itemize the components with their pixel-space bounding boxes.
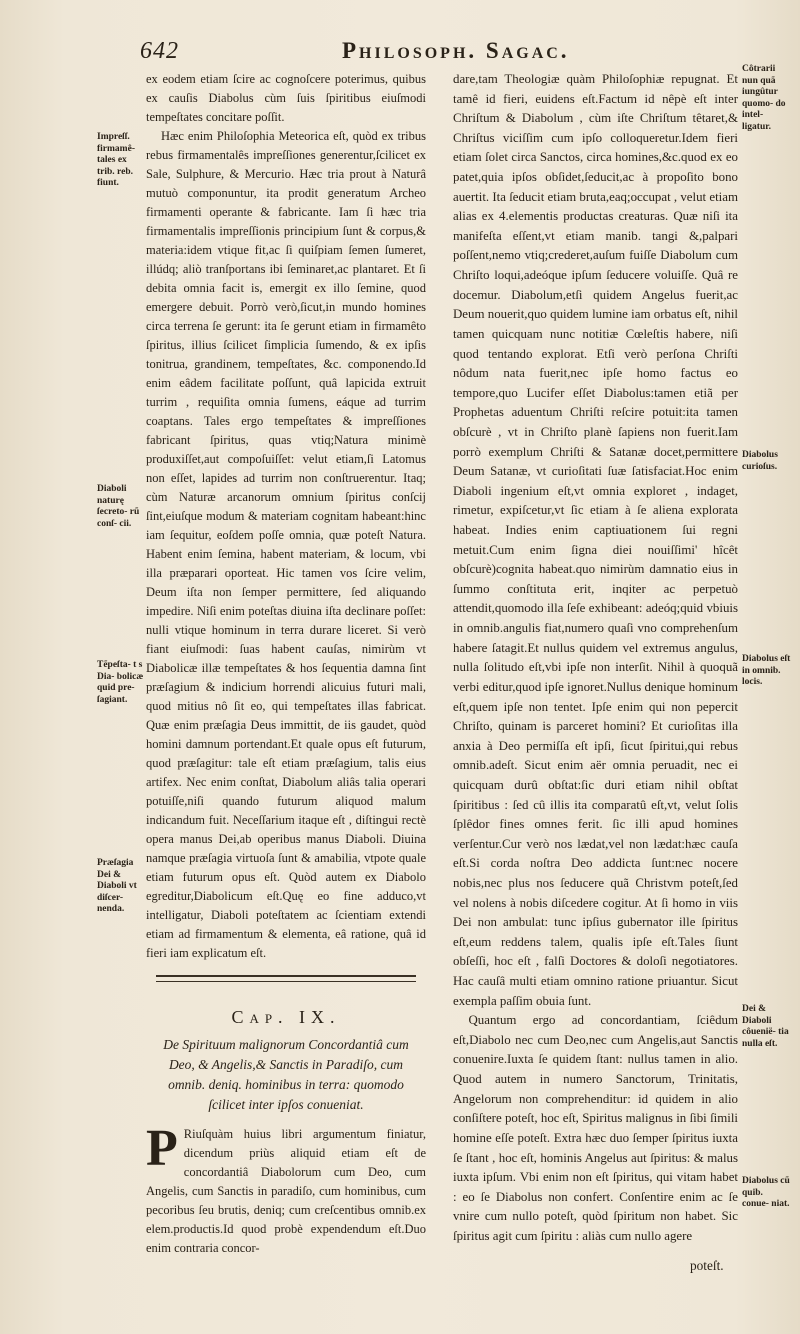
margin-note-right-5: Diabolus cũ quib. conue- niat. [742, 1176, 790, 1209]
page-number: 642 [140, 38, 179, 64]
paragraph [146, 1120, 426, 1258]
margin-note-right-2: Diabolus curioſus. [742, 450, 778, 472]
right-column [453, 70, 738, 1247]
paragraph: Hæc enim Philoſophia Meteorica eſt, quòd ex tribus rebus firmamentalês impreſſiones generentur,ſcilicet ex Sale, Sulphure, & Mercurio. Hæc tria prout à Naturâ mutuò componuntur, ita prodit generatum Archeo firmamenti operante & fabricante. Iam ſi hæc tria firmamentalis impreſſionis principium ſunt & corpus,& materia:idem vtique fit,ac ſi quiſpiam ſemen ſumeret, illúdq; aliò tranſportans ibi ſeminaret,ac plantaret. Et ſi debita omnia facit is, emergit ex illo ſemine, quod emergere debuit. Porrò verò,ſicut,in mundo homines circa terrena ſe gerunt: ita ſe gerunt etiam in firmamêto ſpiritus, illius ſcilicet ſimplicia ſumendo, & ex ipſis tonitrua, grandinem, tempeſtates, &c. componendo.Id enim eâdem facilitate poſſunt, quâ lapicida extruit turrim , requiſita omnia ſumens, eáque ad turrim coaptans. Tales ergo tempeſtates & impreſſiones fabricant ſpiritus, quas vtiq;Natura minimè produxiſſet,aut compoſuiſſet: velut etiam,ſi Latomus non eſſet, lapides ad turrim non conſtruerentur. Itaq; cùm Naturæ arcanorum omnium ſpiritus conſcij ſint,eiuſque modum & materiam cognitam habeant:hinc iam ſequitur, eoſdem poſſe omnia, quæ poteſt Natura. Habent enim ſemina, habent materiam, & locum, vbi illa præparari oporteat. Hic tamen vos ſcire velim, Deum iſta non ſemper permittere, ſed aliquando impedire. Niſi enim poteſtas diuina iſta declinare poſſet: nulli vtique hominum in terra durare liceret. Si verò fiant eiuſmodi: ſuas habent cauſas, nimirùm vt Diabolicæ illæ tempeſtates & hos ſequentia damna ſint præſagium & indicium horrendi alicuius futuri mali, quod mitius nô ſit eo, qui tempeſtates illas fabricat. Quæ enim præſagia Deus immittit, de iis gaudet, quòd homini damnum portendant.Et quale opus eſt futurum, quod præſagitur: tale eſt etiam præſagium, talis eius artifex. Nec enim conſtat, Diabolum aliâs talia operari potuiſſe,niſi quando futurum aliquod malum indicandum fuit. Neceſſarium itaque eſt , diſtingui rectè opera manus Dei,ab operibus manus Diaboli. Diuina namque præſagia virtuoſa ſunt & amabilia, vtpote quale etiam futurum opus eſt. Quòd autem ex Diabolo egreditur,Diabolicum eſt.Quę eo fine adduco,vt intelligatur, Diaboli poteſtatem ac ſcientiam extendi etiam ad firmamentum & elementa, eâ ratione, quâ id fieri iam explicatum eſt. [146, 129, 426, 960]
drop-cap: P [146, 1120, 178, 1177]
chapter-heading: Cap. IX. [231, 1007, 341, 1027]
left-column [146, 70, 426, 1258]
section-divider [156, 975, 416, 982]
margin-note-right-3: Diabolus eſt in omnib. locis. [742, 654, 791, 687]
paragraph: ex eodem etiam ſcire ac cognoſcere poterimus, quibus ex cauſis Diabolus cùm ſuis ſpiritibus eiuſmodi tempeſtates concitare poſſit. [146, 72, 426, 124]
paragraph: dare,tam Theologiæ quàm Philoſophiæ repugnat. Et tamê id fieri, euidens eſt.Factum id nêpè eſt inter Chriſtum & Diabolum , cùm iſte Chriſtum têtaret,& Chriſtus viciſſim cum ipſo colloqueretur.Idem fieri etiam ſolet circa Sanctos, circa homines,&c.quod ex eo patet,quia ipſos obſidet,ſeducit,ac à propoſito bono auertit. Ita ſeducit etiam bruta,eaq;occupat , velut etiam alias ex 4.elementis productas creaturas. Quæ niſi ita manifeſta eſſent,vt etiam manib. tangi &,palpari poſſent,nemo vtiq;crederet,auſum fuiſſe Diabolum cum Chriſto loqui,adeóque ipſum ſeducere voluiſſe. Quâ re docemur. Diabolum,etſi quidem Angelus fuerit,ac Deum nouerit,quo quidem lumine iam orbatus eſt, nihil tamen quicquam nunc notitiæ Cœleſtis habere, niſi quod tentando explorat. Etſi verò perſona Chriſti nôdum nata fuerit,nec ipſe homo factus eo tempore,quo Lucifer eſſet Diabolus:tamen etiã per Prophetas aduentum Chriſti reſcire potuit:ita tamen obſcurè , vt in Chriſto planè ſapiens non fuerit.Iam porrò exemplum Chriſti & Satanæ docet,permittere Deum Satanæ, vt curioſitati ſuæ ſatisfaciat.Hoc enim Diaboli ingenium eſt,vt omnia exploret , indaget, rimetur, expiſcetur,vt ſic etiam à ſe aliena explorata habeat. Indies enim captiuationem ſui regni metuit.Cum enim ſigna diei nouiſſimi' hîcêt obſcurè)cognita habeat.quo nimirùm damnatio eius in ſummo conſtituta erit, inqiter ac perpetuò attendit,quomodo illa ſeſe exhibeant: adeóq;quid vbiuis in omnib.angulis fiat,numero quaſi vno comprehenſum habere ſatagit.Et nullus quidem vel extremus angulus, nulla ſolitudo eſt,vbi ipſe non interſit. Nihil à quoquã verbi editur,quod ipſe ignoret.Nullus denique hominum eſt,quem ipſe non tentet. Ipſe enim qui non pepercit Chriſto, quinam is parceret homini? Et curioſitas illa anxia à Deo permiſſa eſt ipſi, ſicut ſpiritui,qui rebus omnib.adeſt. Sicut enim aër omnia peruadit, nec ei quicquam durû obſtat:ſic duri etiam nihil obſtat ſpiritibus : ſed cû illis ita comparatû eſt,vt, velut ſolis ſplêdor fines omnes ferit. ſic illi apud homines verſentur.Cur verò nos lædat,vel non lædat:hæc cauſa eſt.Si corda noſtra Deo addicta ſunt:nec nocere nobis,nec plus nos ſeducere quã Christvm poteſt,ſed vel nolens à nobis diſcedere cogitur. At ſi homo in viis Dei non ambulat: tunc ipſius gubernator ille ſpiritus eſt,eum reddens talem, qualis ipſe eſt.Tales ſiunt obſeſſi, hoc eſt , falſi Doctores & doloſi negotiatores. Hac cauſâ multi etiam omnino ratione priuantur. Sicut exempla paſſim obuia ſunt. [453, 72, 738, 1008]
margin-note-left-2: Diaboli naturę ſecreto- rũ conſ- cii. [97, 484, 140, 529]
margin-note-left-1: Impreſſ. firmamê- tales ex trib. reb. fiunt. [97, 132, 135, 188]
catchword: poteſt. [690, 1258, 724, 1273]
margin-note-right-4: Dei & Diaboli côuenië- tia nulla eſt. [742, 1004, 789, 1049]
page-header [140, 34, 750, 66]
margin-note-right-1: Côtrarii nun quã iungûtur quomo- do intel- ligatur. [742, 64, 786, 132]
chapter-summary: De Spirituum malignorum Concordantiâ cum Deo, & Angelis,& Sanctis in Paradiſo, cum omnib. deniq. hominibus in terra: quomodo ſcilicet inter ipſos conueniat. [163, 1037, 409, 1112]
margin-note-left-4: Præſagia Dei & Diaboli vt diſcer- nenda. [97, 858, 137, 914]
running-title: Philosoph. Sagac. [342, 38, 570, 63]
paragraph-text: Riuſquàm huius libri argumentum finiatur, dicendum priùs aliquid etiam eſt de concordantiâ Diabolorum cum Deo, cum Angelis, cum Sanctis in paradiſo, cum hominibus, cum pecoribus ſeu brutis, deniq; cum creſcentibus omnib.ex elem.productis.Id quod probè expendendum eſt.Duo enim contraria concor- [146, 1127, 426, 1255]
margin-note-left-3: Tẽpeſta- t s Dia- bolicæ quid pre- ſagiant. [97, 660, 144, 705]
paragraph: Quantum ergo ad concordantiam, ſciêdum eſt,Diabolo nec cum Deo,nec cum Angelis,aut Sanctis conuenire.Iuxta ſe quidem ſtant: nullus tamen in alio. Quod autem in numero Sanctorum, Trinitatis, Angelorum non comprehenditur: id quidem in alio conſiſtere poteſt, hoc eſt, Spiritus malignus in ſibi ſimili homine eſſe poteſt. Extra hæc duo ſemper ſpiritus iuxta ſe ſtant , hoc eſt, hominis Angelus aut ſpiritus: & malus iuxta ipſum. Vbi enim non eſt ſpiritus, qui vitam habet : eo ſe Diabolus non confert. Conſentire enim ac ſe vnire cum nullo poteſt, quòd ſpiritum non habet. Sic ſpiritus agit cum ſpiritu : aliàs cum nullo agere [453, 1013, 738, 1243]
